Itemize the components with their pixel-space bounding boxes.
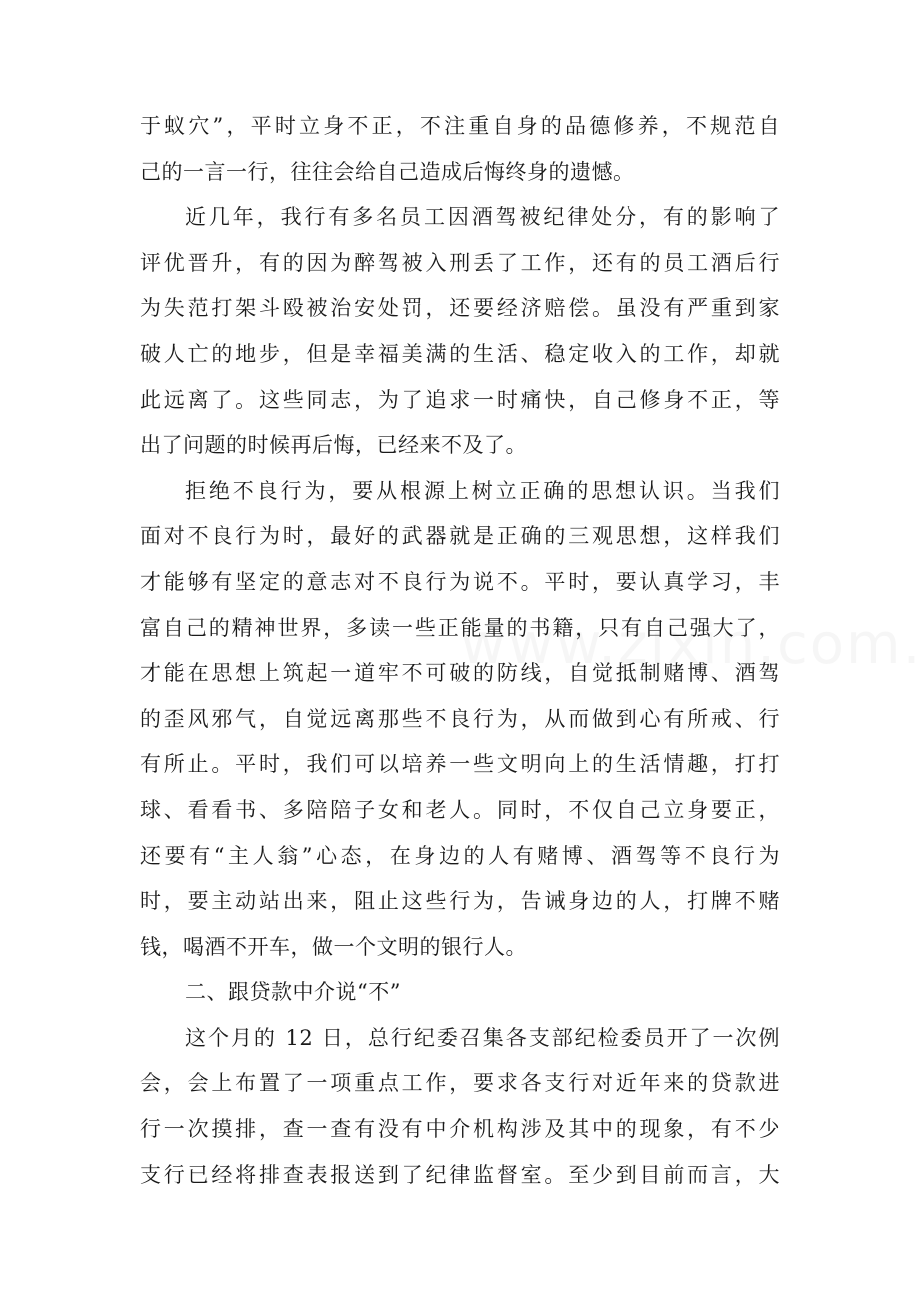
- section-heading-text: 二、跟贷款中介说“不”: [185, 980, 401, 1005]
- paragraph-line: 此远离了。这些同志，为了追求一时痛快，自己修身不正，等: [140, 387, 780, 412]
- paragraph-line: 会，会上布置了一项重点工作，要求各支行对近年来的贷款进: [140, 1071, 780, 1096]
- paragraph-line: 支行已经将排查表报送到了纪律监督室。至少到目前而言，大: [140, 1162, 780, 1187]
- section-heading: [140, 970, 780, 1016]
- paragraph-line: 才能够有坚定的意志对不良行为说不。平时，要认真学习，丰: [140, 569, 780, 594]
- paragraph-line: 己的一言一行，往往会给自己造成后悔终身的遗憾。: [140, 159, 635, 184]
- paragraph-line: 钱，喝酒不开车，做一个文明的银行人。: [140, 934, 527, 959]
- paragraph-3: [140, 469, 780, 971]
- paragraph-5: [140, 1016, 780, 1198]
- paragraph-line: 这个月的 12 日，总行纪委召集各支部纪检委员开了一次例: [185, 1025, 780, 1050]
- paragraph-line: 富自己的精神世界，多读一些正能量的书籍，只有自己强大了，: [140, 615, 780, 640]
- paragraph-line: 球、看看书、多陪陪子女和老人。同时，不仅自己立身要正，: [140, 797, 780, 822]
- paragraph-line: 拒绝不良行为，要从根源上树立正确的思想认识。当我们: [185, 478, 780, 503]
- paragraph-line: 近几年，我行有多名员工因酒驾被纪律处分，有的影响了: [185, 205, 780, 230]
- paragraph-line: 为失范打架斗殴被治安处罚，还要经济赔偿。虽没有严重到家: [140, 296, 780, 321]
- paragraph-line: 还要有“主人翁”心态，在身边的人有赌博、酒驾等不良行为: [140, 843, 780, 868]
- paragraph-line: 行一次摸排，查一查有没有中介机构涉及其中的现象，有不少: [140, 1117, 780, 1142]
- paragraph-line: 才能在思想上筑起一道牢不可破的防线，自觉抵制赌博、酒驾: [140, 661, 780, 686]
- paragraph-2: [140, 195, 780, 469]
- document-body: [140, 104, 780, 1198]
- paragraph-line: 破人亡的地步，但是幸福美满的生活、稳定收入的工作，却就: [140, 341, 780, 366]
- paragraph-line: 评优晋升，有的因为醉驾被入刑丢了工作，还有的员工酒后行: [140, 250, 780, 275]
- paragraph-line: 时，要主动站出来，阻止这些行为，告诫身边的人，打牌不赌: [140, 889, 780, 914]
- paragraph-line: 面对不良行为时，最好的武器就是正确的三观思想，这样我们: [140, 524, 780, 549]
- paragraph-1: [140, 104, 780, 195]
- paragraph-line: 的歪风邪气，自觉远离那些不良行为，从而做到心有所戒、行: [140, 706, 780, 731]
- paragraph-line: 有所止。平时，我们可以培养一些文明向上的生活情趣，打打: [140, 752, 780, 777]
- paragraph-line: 于蚁穴”，平时立身不正，不注重自身的品德修养，不规范自: [140, 114, 780, 138]
- paragraph-line: 出了问题的时候再后悔，已经来不及了。: [140, 433, 527, 458]
